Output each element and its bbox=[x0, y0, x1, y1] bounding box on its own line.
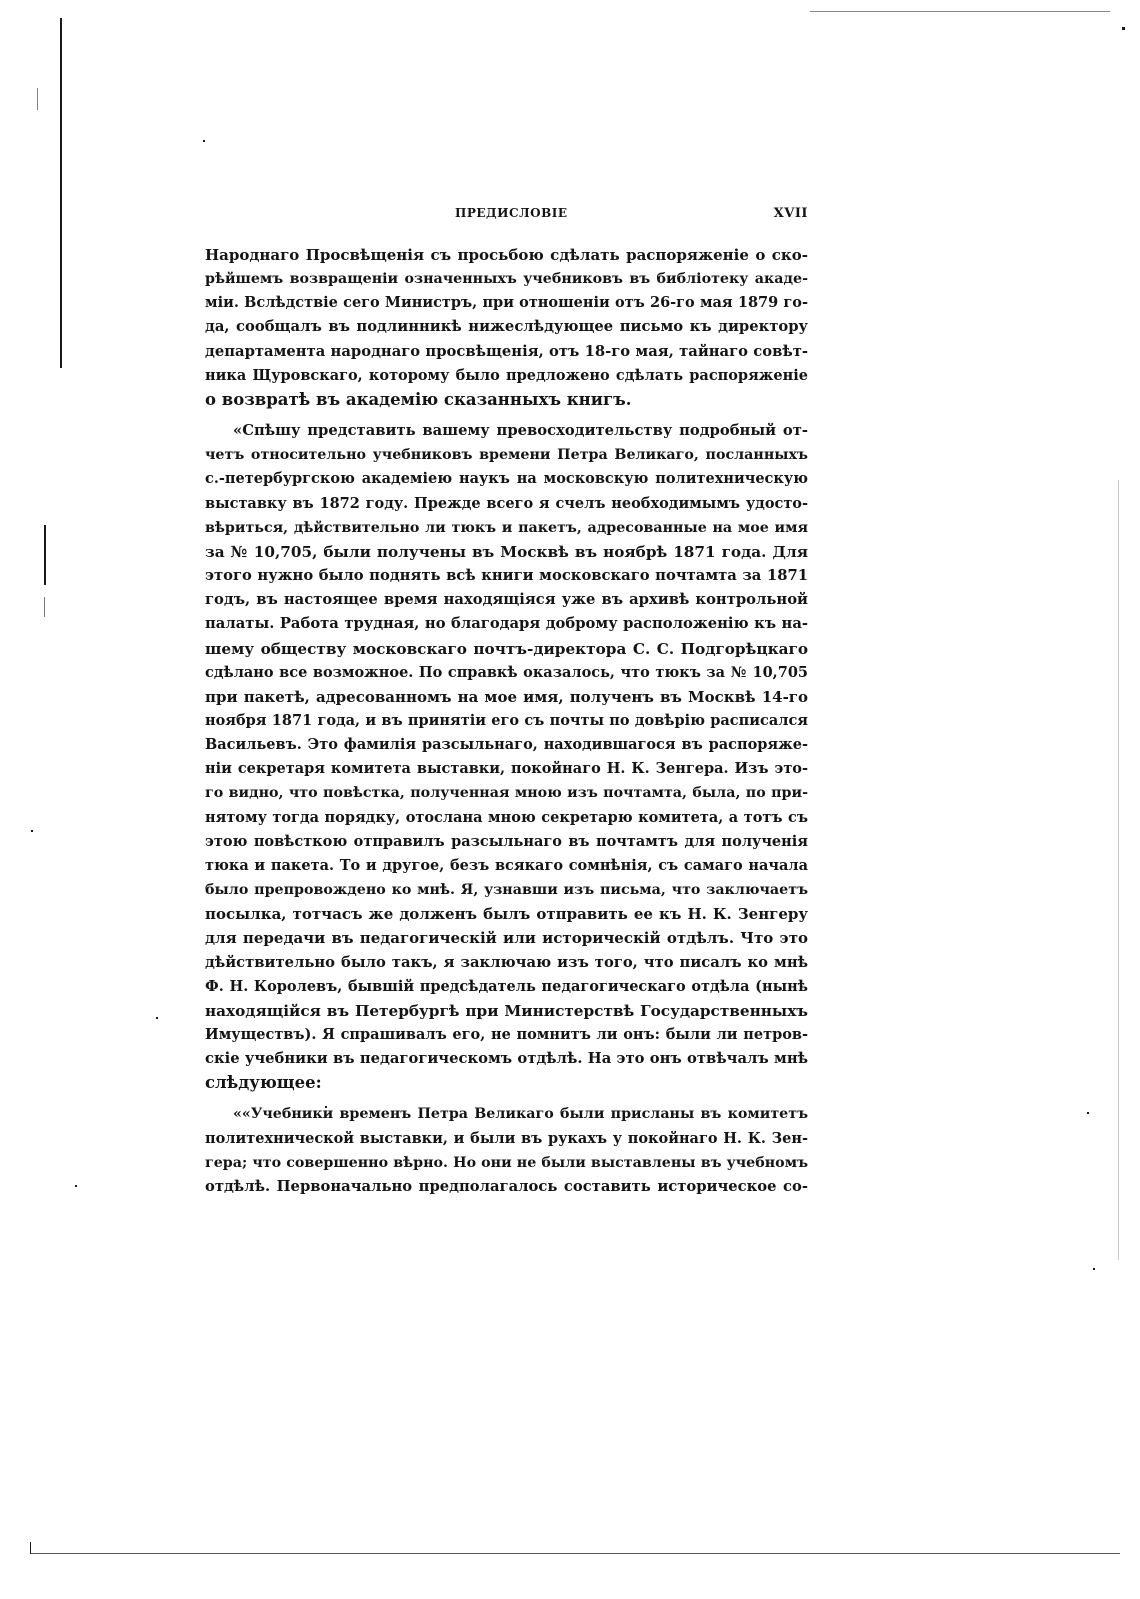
scan-edge-line-right bbox=[1118, 480, 1119, 1260]
text-line: ніи секретаря комитета выставки, покойнаго Н. К. Зенгера. Изъ это- bbox=[205, 760, 808, 778]
scan-bottom-corner-mark bbox=[30, 1542, 31, 1554]
text-line: да, сообщалъ въ подлинникѣ нижеслѣдующее письмо къ директору bbox=[205, 318, 808, 336]
text-line: годъ, въ настоящее время находящіяся уже въ архивѣ контрольной bbox=[205, 591, 808, 609]
text-line: политехнической выставки, и были въ рукахъ у покойнаго Н. К. Зен- bbox=[205, 1129, 808, 1147]
text-line: Васильевъ. Это фамилія разсыльнаго, находившагося въ распоряже- bbox=[205, 736, 808, 754]
text-line: рѣйшемъ возвращеніи означенныхъ учебниковъ въ библіотеку акаде- bbox=[205, 271, 808, 288]
scan-edge-mark-top-right bbox=[810, 11, 1110, 12]
text-line: было препровождено ко мнѣ. Я, узнавши изъ письма, что заключаетъ bbox=[205, 882, 808, 899]
page-number: XVII bbox=[773, 206, 808, 221]
scan-dust-dot bbox=[31, 830, 33, 832]
text-line: Имуществъ). Я спрашивалъ его, не помнитъ ли онъ: были ли петров- bbox=[205, 1026, 808, 1043]
text-line: вѣриться, дѣйствительно ли тюкъ и пакетъ, адресованные на мое имя bbox=[205, 519, 808, 536]
page-header bbox=[205, 206, 808, 228]
text-line: тюка и пакета. То и другое, безъ всякаго сомнѣнія, съ самаго начала bbox=[205, 856, 808, 874]
text-line: этою повѣсткою отправилъ разсыльнаго въ почтамтъ для полученія bbox=[205, 832, 808, 850]
text-line: этого нужно было поднять всѣ книги московскаго почтамта за 1871 bbox=[205, 567, 808, 585]
text-line: дѣйствительно было такъ, я заключаю изъ того, что писалъ ко мнѣ bbox=[205, 953, 808, 971]
text-line: выставку въ 1872 году. Прежде всего я счелъ необходимымъ удосто- bbox=[205, 494, 808, 512]
text-line: нятому тогда порядку, отослана мною секретарю комитета, а тотъ съ bbox=[205, 808, 808, 826]
scan-dust-dot bbox=[156, 1017, 158, 1019]
text-line: скіе учебники въ педагогическомъ отдѣлѣ. На это онъ отвѣчалъ мнѣ bbox=[205, 1050, 808, 1068]
text-line: посылка, тотчасъ же долженъ былъ отправить ее къ Н. К. Зенгеру bbox=[205, 905, 808, 924]
scan-edge-mark-top-right-dot bbox=[1122, 27, 1125, 30]
text-line: «Спѣшу представить вашему превосходительству подробный от- bbox=[233, 422, 808, 440]
text-line: слѣдующее: bbox=[205, 1073, 322, 1093]
paragraph bbox=[205, 1102, 808, 1199]
text-line: за № 10,705, были получены въ Москвѣ въ ноябрѣ 1871 года. Для bbox=[205, 542, 808, 561]
text-line: ноября 1871 года, и въ принятіи его съ почты по довѣрію расписался bbox=[205, 711, 808, 729]
scan-dust-dot bbox=[1093, 1268, 1095, 1270]
scan-dust-dot bbox=[203, 140, 205, 142]
text-line: ника Щуровскаго, которому было предложено сдѣлать распоряженіе bbox=[205, 366, 808, 384]
text-line: для передачи въ педагогическій или историческій отдѣлъ. Что это bbox=[205, 929, 808, 948]
scan-edge-mark-left-top bbox=[37, 88, 38, 110]
text-line: четъ относительно учебниковъ времени Петра Великаго, посланныхъ bbox=[205, 447, 808, 464]
text-line: с.-петербургскою академіею наукъ на московскую политехническую bbox=[205, 470, 808, 488]
text-line: при пакетѣ, адресованномъ на мое имя, полученъ въ Москвѣ 14-го bbox=[205, 687, 808, 706]
scan-edge-line-left-middle bbox=[44, 525, 46, 585]
scan-edge-line-left bbox=[60, 18, 62, 368]
text-line: отдѣлѣ. Первоначально предполагалось составить историческое со- bbox=[205, 1177, 808, 1195]
scan-dust-dot bbox=[1087, 1112, 1089, 1114]
text-line: міи. Вслѣдствіе сего Министръ, при отношеніи отъ 26-го мая 1879 го- bbox=[205, 294, 808, 312]
paragraph bbox=[205, 243, 808, 412]
text-line: шему обществу московскаго почтъ-директора С. С. Подгорѣцкаго bbox=[205, 639, 808, 658]
text-line: о возвратѣ въ академію сказанныхъ книгъ. bbox=[205, 389, 632, 409]
text-line: го видно, что повѣстка, полученная мною изъ почтамта, была, по при- bbox=[205, 785, 808, 802]
running-title: ПРЕДИСЛОВІЕ bbox=[455, 206, 568, 220]
body-text bbox=[205, 243, 808, 1199]
text-line: Народнаго Просвѣщенія съ просьбою сдѣлать распоряженіе о ско- bbox=[205, 246, 808, 264]
text-line: палаты. Работа трудная, но благодаря доброму расположенію къ на- bbox=[205, 615, 808, 633]
scan-bottom-edge-line bbox=[30, 1553, 1120, 1554]
paragraph bbox=[205, 419, 808, 1095]
text-line: находящійся въ Петербургѣ при Министерствѣ Государственныхъ bbox=[205, 1001, 808, 1020]
text-line: Ф. Н. Королевъ, бывшій предсѣдатель педагогическаго отдѣла (нынѣ bbox=[205, 977, 808, 995]
text-line: ««Учебники временъ Петра Великаго были присланы въ комитетъ bbox=[233, 1106, 808, 1123]
text-line: гера; что совершенно вѣрно. Но они не были выставлены въ учебномъ bbox=[205, 1154, 808, 1171]
scan-dust-dot bbox=[75, 1185, 77, 1187]
scan-edge-line-left-lower bbox=[44, 597, 45, 617]
text-line: сдѣлано все возможное. По справкѣ оказалось, что тюкъ за № 10,705 bbox=[205, 663, 808, 681]
text-line: департамента народнаго просвѣщенія, отъ 18-го мая, тайнаго совѣт- bbox=[205, 342, 808, 360]
